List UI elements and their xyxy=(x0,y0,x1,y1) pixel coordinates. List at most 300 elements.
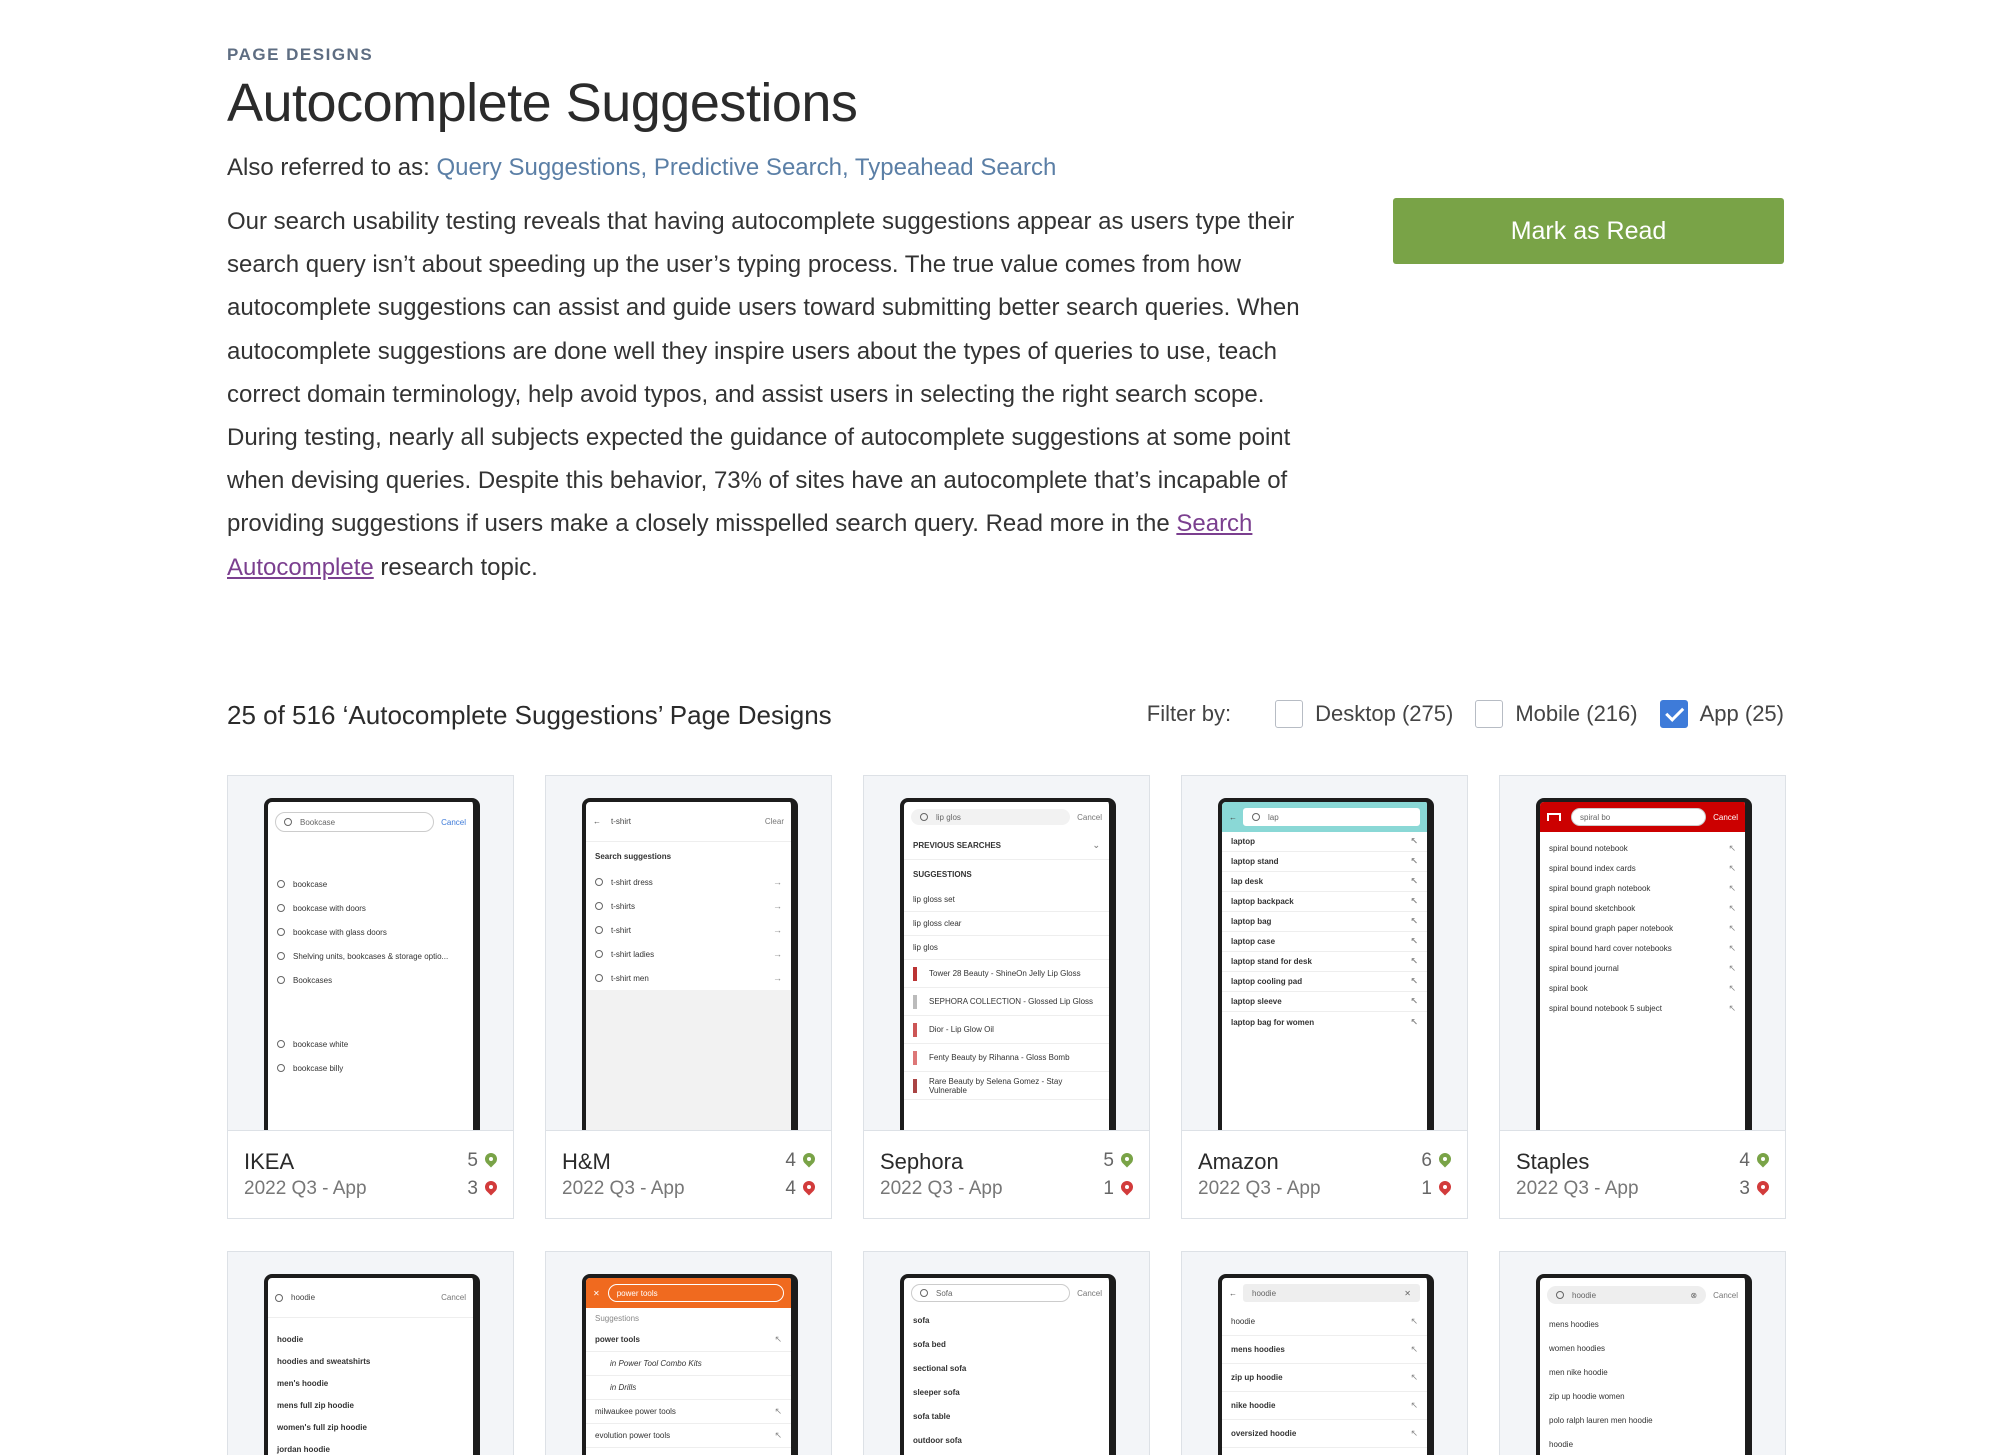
card-thumbnail[interactable] xyxy=(546,776,831,1131)
card-brand[interactable]: Staples xyxy=(1516,1149,1590,1174)
suggestion-row: women's full zip hoodie xyxy=(277,1422,367,1432)
bad-count xyxy=(1421,1178,1451,1200)
search-query: hoodie xyxy=(291,1293,316,1302)
suggestion-row xyxy=(586,1424,791,1448)
product-thumb-icon xyxy=(913,1023,917,1037)
good-count-value: 5 xyxy=(467,1150,478,1171)
empty-area xyxy=(586,990,791,1131)
suggestion-row: hoodie xyxy=(277,1334,304,1344)
suggestion-text: spiral book xyxy=(1549,983,1588,993)
card-brand[interactable]: Sephora xyxy=(880,1149,964,1174)
search-autocomplete-link[interactable]: Search Autocomplete xyxy=(227,510,1253,581)
arrow-up-left-icon: ↖ xyxy=(1410,1016,1418,1027)
arrow-right-icon: → xyxy=(773,973,782,983)
suggestion-text: t-shirt ladies xyxy=(611,949,655,959)
red-pin-icon xyxy=(1121,1181,1133,1197)
design-card-sephora[interactable] xyxy=(863,775,1150,1219)
suggestion-text: Bookcases xyxy=(293,975,333,985)
cancel-link: Cancel xyxy=(1077,1288,1102,1298)
suggestion-text: Shelving units, bookcases & storage optio... xyxy=(293,951,449,961)
suggestion-text: laptop cooling pad xyxy=(1231,977,1303,986)
suggestion-row xyxy=(1222,872,1427,892)
arrow-right-icon: → xyxy=(773,901,782,911)
card-meta xyxy=(546,1131,831,1219)
arrow-up-left-icon: ↖ xyxy=(774,1406,782,1416)
phone-screenshot xyxy=(582,1274,798,1455)
suggestion-text: power tools xyxy=(595,1335,640,1344)
good-count xyxy=(1421,1150,1451,1172)
design-grid xyxy=(227,775,1787,1455)
suggestion-row xyxy=(586,1400,791,1424)
search-icon xyxy=(595,878,603,886)
suggestion-row: sofa table xyxy=(913,1411,951,1421)
filter-desktop-label: Desktop (275) xyxy=(1315,701,1454,726)
bad-count xyxy=(1739,1178,1769,1200)
design-card-hm[interactable] xyxy=(545,775,832,1219)
suggestion-text: t-shirt xyxy=(611,925,631,935)
search-icon xyxy=(920,813,928,821)
suggestion-row xyxy=(1222,852,1427,872)
phone-screenshot xyxy=(1536,798,1752,1131)
page-title: Autocomplete Suggestions xyxy=(227,73,858,133)
suggestion-row: mens full zip hoodie xyxy=(277,1400,354,1410)
suggestion-row: in Power Tool Combo Kits xyxy=(586,1352,791,1376)
design-card[interactable] xyxy=(1499,1251,1786,1455)
suggestion-row: jordan hoodie xyxy=(277,1444,330,1454)
bad-count-value: 1 xyxy=(1103,1178,1114,1199)
card-brand[interactable]: H&M xyxy=(562,1149,611,1174)
product-thumb-icon xyxy=(913,995,917,1009)
search-bar xyxy=(586,802,791,842)
search-bar xyxy=(1222,1278,1427,1308)
search-bar xyxy=(904,1278,1109,1308)
suggestion-text: Fenty Beauty by Rihanna - Gloss Bomb xyxy=(929,1053,1070,1062)
search-icon xyxy=(275,1294,283,1302)
phone-screenshot xyxy=(1536,1274,1752,1455)
suggestion-row xyxy=(268,944,473,968)
suggestion-row xyxy=(268,968,473,992)
description xyxy=(227,200,1317,589)
suggestion-row xyxy=(1540,938,1745,958)
suggestion-text: spiral bound graph notebook xyxy=(1549,883,1651,893)
suggestion-text: laptop xyxy=(1231,837,1255,846)
suggestion-row: mens hoodies xyxy=(1549,1319,1599,1329)
suggestion-row xyxy=(1540,838,1745,858)
red-pin-icon xyxy=(1757,1181,1769,1197)
search-field xyxy=(608,1284,784,1302)
bad-count xyxy=(467,1178,497,1200)
red-pin-icon xyxy=(485,1181,497,1197)
green-pin-icon xyxy=(485,1153,497,1169)
suggestion-row xyxy=(1222,1012,1427,1032)
suggestion-row xyxy=(1222,972,1427,992)
arrow-up-left-icon: ↖ xyxy=(1728,962,1736,973)
clear-link: Clear xyxy=(764,817,784,826)
suggestion-text: Tower 28 Beauty - ShineOn Jelly Lip Gloss xyxy=(929,969,1081,978)
product-thumb-icon xyxy=(913,967,917,981)
bad-count-value: 3 xyxy=(1739,1178,1750,1199)
card-meta xyxy=(864,1131,1149,1219)
search-icon xyxy=(1556,1291,1564,1299)
clear-icon: ⊗ xyxy=(1690,1290,1698,1300)
suggestion-text: spiral bound graph paper notebook xyxy=(1549,923,1674,933)
search-icon xyxy=(595,950,603,958)
mark-as-read-button[interactable]: Mark as Read xyxy=(1393,198,1784,264)
staples-logo-icon xyxy=(1547,813,1561,821)
aka-prefix: Also referred to as: xyxy=(227,154,437,181)
section-heading-suggestions: SUGGESTIONS xyxy=(913,869,972,879)
back-arrow-icon: ← xyxy=(1229,1288,1237,1298)
search-bar xyxy=(268,802,473,842)
suggestion-text: spiral bound sketchbook xyxy=(1549,903,1636,913)
card-brand[interactable]: IKEA xyxy=(244,1149,295,1174)
suggestion-text: bookcase with glass doors xyxy=(293,927,387,937)
suggestion-row: in Drills xyxy=(586,1376,791,1400)
aka-terms-link[interactable]: Query Suggestions, Predictive Search, Typeahead Search xyxy=(436,154,1057,181)
arrow-up-left-icon: ↖ xyxy=(1410,1344,1418,1354)
section-heading-text: PREVIOUS SEARCHES xyxy=(913,841,1002,850)
phone-screenshot xyxy=(582,798,798,1131)
search-query: hoodie xyxy=(1252,1288,1277,1298)
suggestion-row xyxy=(1540,958,1745,978)
suggestion-text: milwaukee power tools xyxy=(595,1407,676,1416)
suggestion-row xyxy=(586,870,791,894)
suggestion-row xyxy=(1540,878,1745,898)
arrow-up-left-icon: ↖ xyxy=(1410,1428,1418,1438)
suggestion-text: t-shirt dress xyxy=(611,877,653,887)
card-subtitle: 2022 Q3 - App xyxy=(562,1178,685,1199)
arrow-up-left-icon: ↖ xyxy=(1728,942,1736,953)
arrow-up-left-icon: ↖ xyxy=(1410,1400,1418,1410)
suggestion-text: laptop stand for desk xyxy=(1231,957,1312,966)
search-query: t-shirt xyxy=(611,817,631,826)
suggestion-row: men's hoodie xyxy=(277,1378,329,1388)
filter-label: Filter by: xyxy=(1146,701,1232,726)
card-meta xyxy=(1182,1131,1467,1219)
suggestion-row xyxy=(1222,932,1427,952)
green-pin-icon xyxy=(1439,1153,1451,1169)
suggestion-row: men nike hoodie xyxy=(1549,1367,1608,1377)
also-referred-to xyxy=(227,154,1056,182)
suggestion-text: bookcase white xyxy=(293,1039,349,1049)
product-suggestion-row xyxy=(904,960,1109,988)
close-icon: ✕ xyxy=(1404,1288,1411,1298)
checkbox-app[interactable] xyxy=(1660,700,1688,728)
phone-screenshot xyxy=(264,1274,480,1455)
card-thumbnail[interactable] xyxy=(1182,1252,1467,1455)
card-thumbnail[interactable] xyxy=(864,776,1149,1131)
design-card-amazon[interactable] xyxy=(1181,775,1468,1219)
suggestion-row xyxy=(268,1032,473,1056)
back-arrow-icon: ← xyxy=(1229,812,1237,822)
suggestion-row xyxy=(268,872,473,896)
card-meta xyxy=(228,1131,513,1219)
design-card-ikea[interactable] xyxy=(227,775,514,1219)
search-bar xyxy=(1540,802,1745,832)
bad-count-value: 4 xyxy=(785,1178,796,1199)
suggestion-row: women hoodies xyxy=(1549,1343,1606,1353)
search-query: spiral bo xyxy=(1580,812,1611,822)
card-subtitle: 2022 Q3 - App xyxy=(1198,1178,1321,1199)
suggestion-row xyxy=(268,1056,473,1080)
close-icon: ✕ xyxy=(593,1288,600,1298)
suggestion-text: laptop stand xyxy=(1231,857,1279,866)
arrow-up-left-icon: ↖ xyxy=(1410,1372,1418,1382)
suggestion-row xyxy=(586,966,791,990)
arrow-up-left-icon: ↖ xyxy=(1410,856,1418,866)
good-count-value: 4 xyxy=(785,1150,796,1171)
search-bar xyxy=(586,1278,791,1308)
search-bar xyxy=(904,802,1109,832)
card-thumbnail[interactable] xyxy=(546,1252,831,1455)
filter-app-label: App (25) xyxy=(1699,701,1784,726)
search-field xyxy=(275,812,434,832)
arrow-up-left-icon: ↖ xyxy=(1410,996,1418,1006)
bad-count-value: 1 xyxy=(1421,1178,1432,1199)
card-thumbnail[interactable] xyxy=(228,1252,513,1455)
phone-screenshot xyxy=(264,798,480,1131)
suggestion-row xyxy=(1222,992,1427,1012)
suggestion-text: laptop backpack xyxy=(1231,897,1294,906)
arrow-up-left-icon: ↖ xyxy=(1410,916,1418,926)
suggestion-row xyxy=(586,918,791,942)
search-query: hoodie xyxy=(1572,1290,1597,1300)
red-pin-icon xyxy=(1439,1181,1451,1197)
product-thumb-icon xyxy=(913,1051,917,1065)
search-query: power tools xyxy=(616,1288,658,1298)
chevron-down-icon: ⌄ xyxy=(1092,840,1100,850)
arrow-up-left-icon: ↖ xyxy=(1410,956,1418,966)
suggestion-row: polo ralph lauren men hoodie xyxy=(1549,1415,1653,1425)
good-count-value: 6 xyxy=(1421,1150,1432,1171)
search-field xyxy=(911,809,1070,825)
arrow-up-left-icon: ↖ xyxy=(1728,842,1736,853)
arrow-up-left-icon: ↖ xyxy=(774,1430,782,1440)
checkbox-desktop[interactable] xyxy=(1275,700,1303,728)
arrow-right-icon: → xyxy=(773,925,782,935)
search-icon xyxy=(277,1064,285,1072)
suggestion-text: laptop sleeve xyxy=(1231,997,1282,1006)
section-heading: Suggestions xyxy=(595,1313,640,1323)
arrow-up-left-icon: ↖ xyxy=(1410,976,1418,986)
arrow-up-left-icon: ↖ xyxy=(1410,896,1418,906)
card-thumbnail[interactable] xyxy=(1500,1252,1785,1455)
cancel-link: Cancel xyxy=(441,1293,466,1302)
design-card[interactable] xyxy=(863,1251,1150,1455)
bad-count-value: 3 xyxy=(467,1178,478,1199)
suggestion-text: Rare Beauty by Selena Gomez - Stay Vulnerable xyxy=(928,1076,1063,1095)
suggestion-row: sleeper sofa xyxy=(913,1387,960,1397)
suggestion-row xyxy=(1540,898,1745,918)
suggestion-row xyxy=(1222,912,1427,932)
suggestion-row: lip glos xyxy=(904,936,1109,960)
good-count xyxy=(467,1150,497,1172)
arrow-right-icon: → xyxy=(773,949,782,959)
suggestion-text: spiral bound index cards xyxy=(1549,863,1636,873)
category-icon xyxy=(277,952,285,960)
cancel-link: Cancel xyxy=(1713,812,1738,822)
back-arrow-icon: ← xyxy=(593,817,601,826)
red-pin-icon xyxy=(803,1181,815,1197)
section-heading: Search suggestions xyxy=(595,851,672,861)
suggestion-text: bookcase billy xyxy=(293,1063,344,1073)
suggestion-row xyxy=(586,894,791,918)
suggestion-row xyxy=(1540,998,1745,1018)
suggestion-text: bookcase xyxy=(293,879,328,889)
suggestion-text: laptop bag xyxy=(1231,917,1272,926)
card-subtitle: 2022 Q3 - App xyxy=(880,1178,1003,1199)
suggestion-text: SEPHORA COLLECTION - Glossed Lip Gloss xyxy=(929,997,1094,1006)
good-count xyxy=(785,1150,815,1172)
arrow-up-left-icon: ↖ xyxy=(774,1334,782,1344)
search-icon xyxy=(277,1040,285,1048)
suggestion-row xyxy=(1222,1308,1427,1336)
product-suggestion-row xyxy=(904,1044,1109,1072)
suggestion-row: sectional sofa xyxy=(913,1363,967,1373)
suggestion-row xyxy=(1222,1420,1427,1448)
search-icon xyxy=(284,818,292,826)
cancel-link: Cancel xyxy=(441,817,466,827)
design-card[interactable] xyxy=(1181,1251,1468,1455)
search-icon xyxy=(920,1289,928,1297)
green-pin-icon xyxy=(1121,1153,1133,1169)
card-thumbnail[interactable] xyxy=(1182,776,1467,1131)
phone-screenshot xyxy=(900,1274,1116,1455)
suggestion-row: hoodies and sweatshirts xyxy=(277,1356,371,1366)
suggestion-text: evolution power tools xyxy=(595,1431,671,1440)
suggestion-text: spiral bound notebook xyxy=(1549,843,1628,853)
card-subtitle: 2022 Q3 - App xyxy=(244,1178,367,1199)
product-suggestion-row xyxy=(904,988,1109,1016)
suggestion-text: laptop case xyxy=(1231,937,1276,946)
suggestion-row: lip gloss set xyxy=(904,888,1109,912)
suggestion-text: lap desk xyxy=(1231,877,1264,886)
product-suggestion-row xyxy=(904,1072,1109,1100)
suggestion-text: t-shirt men xyxy=(611,973,649,983)
search-icon xyxy=(1252,813,1260,821)
green-pin-icon xyxy=(1757,1153,1769,1169)
phone-screenshot xyxy=(1218,1274,1434,1455)
arrow-right-icon: → xyxy=(773,877,782,887)
good-count xyxy=(1103,1150,1133,1172)
description-tail: research topic. xyxy=(373,553,538,581)
search-bar xyxy=(1540,1278,1745,1312)
suggestion-row xyxy=(1540,978,1745,998)
suggestion-text: spiral bound notebook 5 subject xyxy=(1549,1003,1662,1013)
suggestion-text: mens hoodies xyxy=(1231,1345,1285,1354)
suggestion-row xyxy=(1222,1392,1427,1420)
good-count xyxy=(1739,1150,1769,1172)
design-card[interactable] xyxy=(545,1251,832,1455)
card-brand[interactable]: Amazon xyxy=(1198,1149,1279,1174)
card-subtitle: 2022 Q3 - App xyxy=(1516,1178,1639,1199)
card-meta xyxy=(1500,1131,1785,1219)
suggestion-row xyxy=(1540,858,1745,878)
suggestion-row: lip gloss clear xyxy=(904,912,1109,936)
product-thumb-icon xyxy=(913,1079,917,1093)
arrow-up-left-icon: ↖ xyxy=(1728,922,1736,933)
product-suggestion-row xyxy=(904,1016,1109,1044)
filter-desktop[interactable] xyxy=(1275,700,1453,728)
section-heading xyxy=(904,832,1109,860)
search-field xyxy=(1571,808,1706,826)
suggestion-row: sofa xyxy=(913,1315,930,1325)
card-thumbnail[interactable] xyxy=(228,776,513,1131)
bad-count xyxy=(785,1178,815,1200)
search-bar xyxy=(268,1278,473,1318)
search-field xyxy=(1547,1286,1706,1304)
search-icon xyxy=(595,902,603,910)
search-icon xyxy=(595,926,603,934)
arrow-up-left-icon: ↖ xyxy=(1410,836,1418,846)
description-text: Our search usability testing reveals that having autocomplete suggestions appear as users type their search query isn’t about speeding up the user’s typing process. The true value comes from how autocomplete suggestions can assist and guide users toward submitting better search queries. When autocomplete suggestions are done well they inspire users about the types of queries to use, teach correct domain terminology, help avoid typos, and assist users in selecting the right search scope. During testing, nearly all subjects expected the guidance of autocomplete suggestions at some point when devising queries. Despite this behavior, 73% of sites have an autocomplete that’s incapable of providing suggestions if users make a closely misspelled search query. Read more in the xyxy=(227,208,1300,538)
cancel-link: Cancel xyxy=(1713,1290,1738,1300)
suggestion-text: spiral bound journal xyxy=(1549,963,1619,973)
suggestion-text: bookcase with doors xyxy=(293,903,366,913)
search-field xyxy=(911,1284,1070,1302)
good-count-value: 4 xyxy=(1739,1150,1750,1171)
suggestion-row xyxy=(586,1328,791,1352)
search-icon xyxy=(277,928,285,936)
filter-bar xyxy=(1147,700,1784,728)
search-icon xyxy=(277,904,285,912)
search-icon xyxy=(595,974,603,982)
arrow-up-left-icon: ↖ xyxy=(1410,1316,1418,1326)
suggestion-row xyxy=(1222,1364,1427,1392)
search-bar xyxy=(1222,802,1427,832)
suggestion-row: zip up hoodie women xyxy=(1549,1391,1625,1401)
arrow-up-left-icon: ↖ xyxy=(1728,882,1736,893)
suggestion-row xyxy=(1540,918,1745,938)
search-icon xyxy=(277,880,285,888)
search-query: Bookcase xyxy=(300,817,336,827)
filter-mobile-label: Mobile (216) xyxy=(1515,701,1638,726)
bad-count xyxy=(1103,1178,1133,1200)
search-query: Sofa xyxy=(936,1288,953,1298)
green-pin-icon xyxy=(803,1153,815,1169)
suggestion-text: oversized hoodie xyxy=(1231,1429,1297,1438)
suggestion-row xyxy=(1222,832,1427,852)
arrow-up-left-icon: ↖ xyxy=(1728,862,1736,873)
suggestion-row xyxy=(586,942,791,966)
arrow-up-left-icon: ↖ xyxy=(1728,982,1736,993)
page-eyebrow: PAGE DESIGNS xyxy=(227,45,374,64)
checkbox-mobile[interactable] xyxy=(1475,700,1503,728)
filter-app[interactable] xyxy=(1660,700,1784,728)
suggestion-text: spiral bound hard cover notebooks xyxy=(1549,943,1672,953)
suggestion-text: laptop bag for women xyxy=(1231,1017,1315,1027)
suggestion-row xyxy=(1222,892,1427,912)
suggestion-text: nike hoodie xyxy=(1231,1401,1276,1410)
category-icon xyxy=(277,976,285,984)
phone-screenshot xyxy=(900,798,1116,1131)
suggestion-text: zip up hoodie xyxy=(1231,1373,1283,1382)
suggestion-row xyxy=(1222,1336,1427,1364)
suggestion-row xyxy=(268,920,473,944)
search-field xyxy=(1243,1284,1420,1302)
card-thumbnail[interactable] xyxy=(1500,776,1785,1131)
cancel-link: Cancel xyxy=(1077,812,1102,822)
suggestion-text: t-shirts xyxy=(611,901,635,911)
results-count: 25 of 516 ‘Autocomplete Suggestions’ Page Designs xyxy=(227,700,832,730)
filter-mobile[interactable] xyxy=(1475,700,1637,728)
search-field xyxy=(1243,808,1420,826)
phone-screenshot xyxy=(1218,798,1434,1131)
design-card-staples[interactable] xyxy=(1499,775,1786,1219)
suggestion-row: outdoor sofa xyxy=(913,1435,962,1445)
design-card[interactable] xyxy=(227,1251,514,1455)
card-thumbnail[interactable] xyxy=(864,1252,1149,1455)
